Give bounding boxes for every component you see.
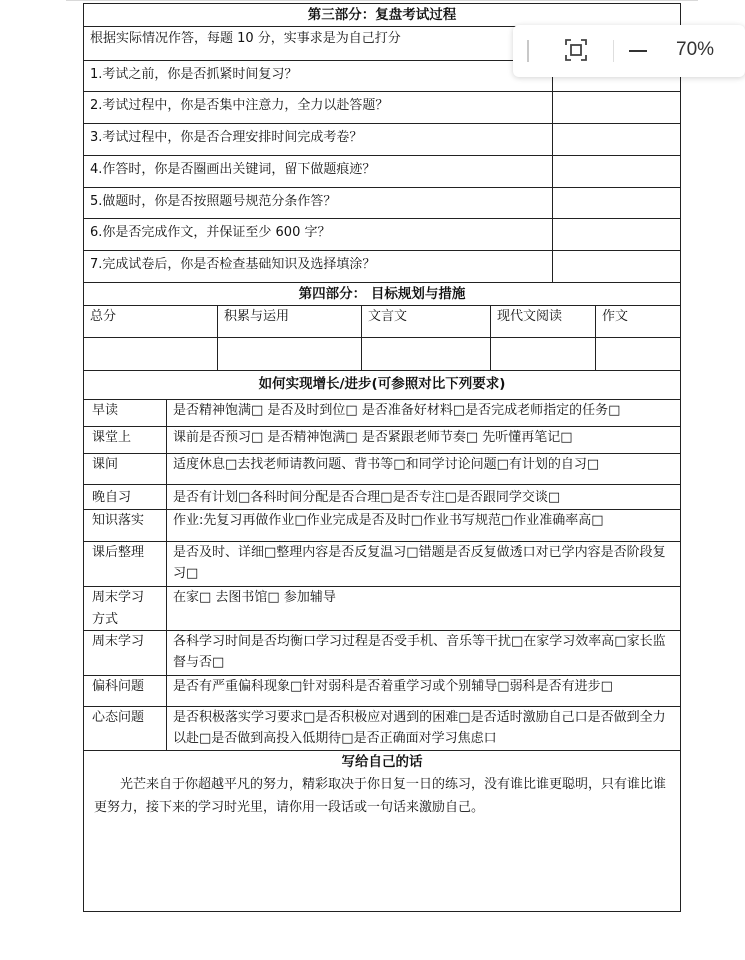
- letter-title: 写给自己的话: [341, 754, 423, 770]
- improve-title: 如何实现增长/进步(可参照对比下列要求): [258, 376, 506, 392]
- improve-text: 各科学习时间是否均衡口学习过程是否受手机、音乐等干扰□在家学习效率高□家长监督与否□: [173, 634, 666, 670]
- part3-instruction: 根据实际情况作答，每题 10 分，实事求是为自己打分: [90, 31, 401, 46]
- improve-label: 早读: [92, 403, 119, 418]
- improve-label: 知识落实: [92, 513, 145, 528]
- improve-text: 适度休息□去找老师请教问题、背书等□和同学讨论问题□有计划的自习□: [173, 457, 600, 472]
- drag-handle-icon[interactable]: [527, 40, 529, 62]
- improve-row: [84, 454, 680, 485]
- part4-header-row: [84, 306, 680, 338]
- improve-row: [84, 427, 680, 454]
- improve-row: [84, 631, 680, 676]
- part4-title: 第四部分： 目标规划与措施: [298, 286, 466, 302]
- page-top-edge: [66, 0, 698, 1]
- zoom-level: 70%: [676, 39, 715, 60]
- score-cell[interactable]: [553, 156, 680, 187]
- improve-row: [84, 510, 680, 542]
- letter-text: 光芒来自于你超越平凡的努力，精彩取决于你日复一日的练习，没有谁比谁更聪明，只有谁比谁更努力，接下来的学习时光里，请你用一段话或一句话来激励自己。: [94, 777, 667, 815]
- improve-label: 周末学习: [92, 634, 145, 649]
- question-text: 1.考试之前，你是否抓紧时间复习？: [90, 67, 298, 82]
- score-cell[interactable]: [553, 92, 680, 123]
- question-row: [84, 124, 680, 156]
- improve-text: 是否有严重偏科现象□针对弱科是否着重学习或个别辅导□弱科是否有进步□: [173, 679, 613, 694]
- improve-text: 在家□ 去图书馆□ 参加辅导: [173, 590, 336, 605]
- score-cell[interactable]: [553, 219, 680, 250]
- improve-label: 心态问题: [92, 710, 145, 725]
- improve-text: 是否有计划□各科时间分配是否合理□是否专注□是否跟同学交谈□: [173, 490, 561, 505]
- question-text: 2.考试过程中，你是否集中注意力，全力以赴答题？: [90, 98, 389, 113]
- question-row: [84, 156, 680, 188]
- score-cell[interactable]: [553, 188, 680, 218]
- question-row: [84, 219, 680, 251]
- document-page: [83, 3, 681, 912]
- accumulation-input[interactable]: [218, 338, 361, 370]
- composition-input[interactable]: [596, 338, 680, 370]
- modern-reading-input[interactable]: [491, 338, 595, 370]
- fit-to-page-icon[interactable]: [565, 39, 587, 61]
- improve-label: 课堂上: [92, 430, 132, 445]
- question-row: [84, 92, 680, 124]
- improve-label: 周末学习方式: [92, 590, 145, 627]
- part3-title: 第三部分：复盘考试过程: [307, 7, 457, 23]
- score-cell[interactable]: [553, 124, 680, 155]
- zoom-toolbar: [513, 25, 745, 77]
- col-total-score: 总分: [90, 309, 117, 324]
- col-composition: 作文: [602, 309, 629, 324]
- improve-row: [84, 676, 680, 707]
- toolbar-divider: [613, 40, 614, 62]
- question-row: [84, 188, 680, 219]
- part4-input-row: [84, 338, 680, 371]
- improve-row: [84, 542, 680, 587]
- improve-text: 是否及时、详细□整理内容是否反复温习□错题是否反复做透口对已学内容是否阶段复习□: [173, 545, 666, 581]
- col-classical-chinese: 文言文: [368, 309, 408, 324]
- improve-text: 是否精神饱满□ 是否及时到位□ 是否准备好材料□是否完成老师指定的任务□: [173, 403, 621, 418]
- improve-text: 是否积极落实学习要求□是否积极应对遇到的困难□是否适时激励自己口是否做到全力以赴□是否做到高投入低期待□是否正确面对学习焦虑口: [173, 710, 666, 746]
- question-text: 4.作答时，你是否圈画出关键词，留下做题痕迹？: [90, 162, 376, 177]
- question-text: 5.做题时，你是否按照题号规范分条作答？: [90, 194, 337, 209]
- improve-label: 偏科问题: [92, 679, 145, 694]
- improve-label: 课间: [92, 457, 119, 472]
- col-accumulation: 积累与运用: [224, 309, 290, 324]
- question-row: [84, 251, 680, 283]
- col-modern-reading: 现代文阅读: [497, 309, 563, 324]
- question-text: 3.考试过程中，你是否合理安排时间完成考卷？: [90, 130, 363, 145]
- total-score-input[interactable]: [84, 338, 217, 370]
- improve-row: [84, 707, 680, 751]
- improve-text: 课前是否预习□ 是否精神饱满□ 是否紧跟老师节奏□ 先听懂再笔记□: [173, 430, 573, 445]
- classical-chinese-input[interactable]: [362, 338, 490, 370]
- improve-row: [84, 485, 680, 510]
- question-text: 6.你是否完成作文，并保证至少 600 字？: [90, 225, 331, 240]
- improve-label: 课后整理: [92, 545, 145, 560]
- improve-title-row: [84, 371, 680, 400]
- improve-text: 作业:先复习再做作业□作业完成是否及时□作业书写规范□作业准确率高□: [173, 513, 604, 528]
- part3-title-row: [84, 4, 680, 27]
- improve-row: [84, 587, 680, 631]
- question-text: 7.完成试卷后，你是否检查基础知识及选择填涂？: [90, 257, 376, 272]
- part4-title-row: [84, 283, 680, 306]
- improve-label: 晚自习: [92, 490, 132, 505]
- improve-row: [84, 400, 680, 427]
- zoom-out-button[interactable]: [625, 38, 655, 64]
- score-cell[interactable]: [553, 251, 680, 282]
